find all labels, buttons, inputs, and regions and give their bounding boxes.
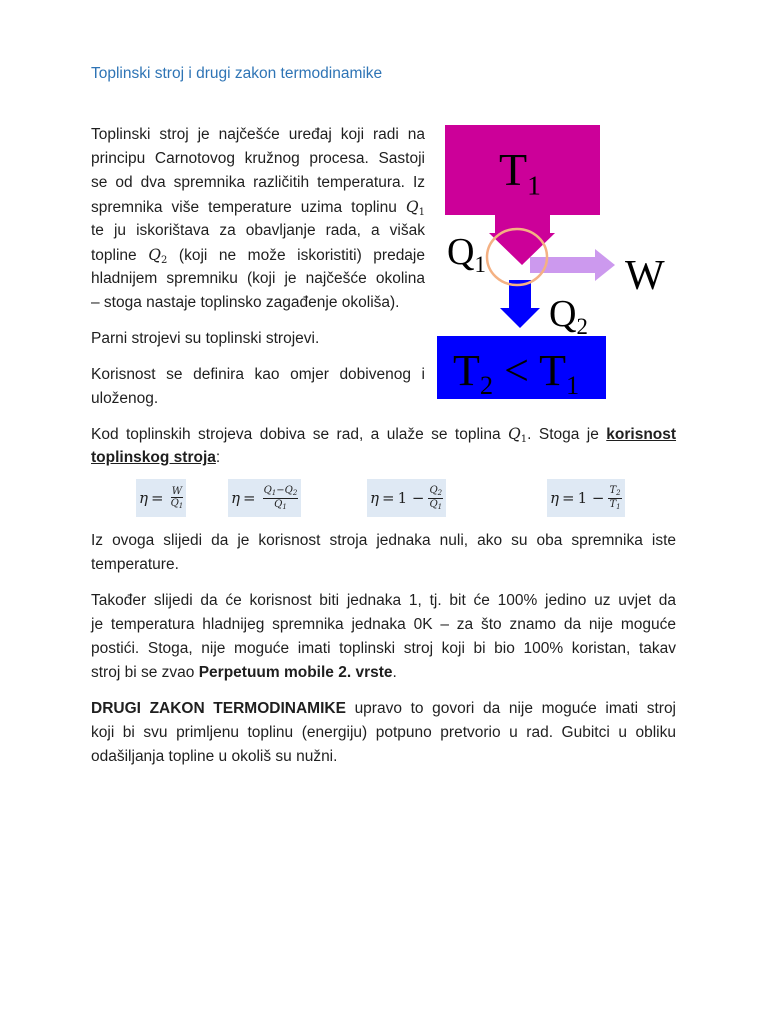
intro-line: hladnijem spremniku (koji je najčešće okolina <box>91 270 425 287</box>
w-arrow-shaft <box>530 257 595 273</box>
intro-line: Toplinski stroj je najčešće uređaj koji radi na <box>91 126 425 143</box>
formula-eta-heat-ratio: η = 1 − $\frac{Q_2}{Q_1}$ <box>367 479 446 517</box>
hot-reservoir-label: $T_1$ <box>499 144 541 201</box>
cold-reservoir-label: $T_2 < T_1$ <box>453 346 580 401</box>
w-label: W <box>625 253 665 299</box>
intro-line: – stoga nastaje toplinsko zagađenje okoliša). <box>91 294 400 311</box>
intro-line: spremnika više temperature uzima toplinu $Q_1$ <box>91 198 425 218</box>
intro-line: se od dva spremnika različitih temperatura. Iz <box>91 174 425 191</box>
formula-eta-w-q1: η = $\frac{W}{Q_1}$ <box>136 479 186 517</box>
q2-label: $Q_2$ <box>549 293 588 339</box>
iz-ovoga-paragraph: Iz ovoga slijedi da je korisnost stroja jednaka nuli, ako su oba spremnika iste temperature. <box>91 532 676 573</box>
math-q1: $Q_1$ <box>508 425 528 445</box>
intro-line: topline $Q_2$ (koji ne može iskoristiti) predaje <box>91 246 425 266</box>
q2-arrow-head <box>500 308 540 328</box>
w-arrow-head <box>595 249 615 281</box>
formula-eta-temp-ratio: η = 1 − $\frac{T_2}{T_1}$ <box>547 479 625 517</box>
intro-paragraph <box>91 123 425 315</box>
kod-paragraph: Kod toplinskih strojeva dobiva se rad, a ulaže se toplina $Q_1$. Stoga je korisnost toplinskog stroja: <box>91 425 677 466</box>
takoder-paragraph: Također slijedi da će korisnost biti jednaka 1, tj. bit će 100% jedino uz uvjet da je temperatura hladnijeg spremnika jednaka 0K – za što znamo da nije moguće postići. Stoga, nije moguće imati toplinski stroj koji bi bio 100% koristan, takav stroj bi se zvao Perpetuum mobile 2. vrste. <box>91 592 676 681</box>
math-q1: $Q_1$ <box>405 198 425 218</box>
drugi-zakon-paragraph: DRUGI ZAKON TERMODINAMIKE upravo to govori da nije moguće imati stroj koji bi svu primljenu toplinu (energiju) potpuno pretvorio u rad. Gubitci u obliku odašiljanja topline u okoliš su nužni. <box>91 700 677 765</box>
formula-eta-q1-q2: η = $\frac{Q_1-Q_2}{Q_1}$ <box>228 479 301 517</box>
page-title: Toplinski stroj i drugi zakon termodinamike <box>91 65 383 82</box>
math-q2: $Q_2$ <box>148 246 168 266</box>
intro-line: te ju iskorištava za obavljanje rada, a višak <box>91 222 425 239</box>
parni-paragraph: Parni strojevi su toplinski strojevi. <box>91 330 320 347</box>
korisnost-definition: Korisnost se definira kao omjer dobivenog i uloženog. <box>91 366 425 407</box>
q1-label: $Q_1$ <box>447 231 486 277</box>
intro-line: principu Carnotovog kružnog procesa. Sastoji <box>91 150 425 167</box>
heat-engine-diagram <box>437 125 697 405</box>
